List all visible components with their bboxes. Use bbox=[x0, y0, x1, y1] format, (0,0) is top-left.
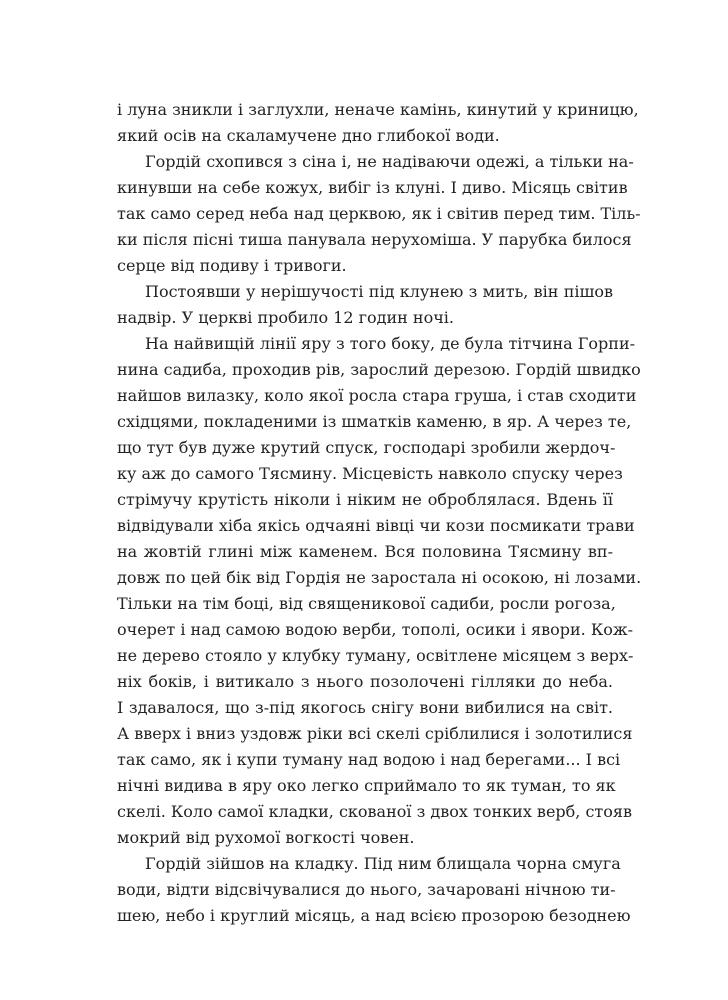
text-line: і луна зникли і заглухли, неначе камінь, кинутий у криницю, bbox=[117, 100, 639, 119]
text-line: так само, як і купи туману над водою і над берегами... І всі bbox=[117, 750, 621, 769]
text-line: Постоявши у нерішучості під клунею з мить, він пішов bbox=[145, 282, 613, 301]
text-line: мокрий від рухомої вогкості човен. bbox=[117, 828, 415, 847]
text-line: на жовтій глині між каменем. Вся половина Тясмину вп- bbox=[117, 542, 613, 561]
text-line: шею, небо і круглий місяць, а над всією прозорою безоднею bbox=[117, 906, 631, 925]
text-line: ку аж до самого Тясмину. Місцевість навколо спуску через bbox=[117, 464, 623, 483]
text-line: На найвищій лінії яру з того боку, де була тітчина Горпи- bbox=[145, 334, 636, 353]
text-line: найшов вилазку, коло якої росла стара груша, і став сходити bbox=[117, 386, 637, 405]
text-line: Гордій зійшов на кладку. Під ним блищала чорна смуга bbox=[145, 854, 621, 873]
text-line: довж по цей бік від Гордія не заростала ні осокою, ні лозами. bbox=[117, 568, 642, 587]
text-line: І здавалося, що з-під якогось снігу вони вибилися на світ. bbox=[117, 698, 613, 717]
text-line: що тут був дуже крутий спуск, господарі зробили жердоч- bbox=[117, 438, 616, 457]
text-line: скелі. Коло самої кладки, скованої з двох тонких верб, стояв bbox=[117, 802, 632, 821]
text-line: стрімучу крутість ніколи і ніким не оброблялася. Вдень її bbox=[117, 490, 613, 509]
text-line: ніх боків, і витикало з нього позолочені гілляки до неба. bbox=[117, 672, 613, 691]
text-line: А вверх і вниз уздовж ріки всі скелі сріблилися і золотилися bbox=[117, 724, 633, 743]
text-line: відвідували хіба якісь одчаяні вівці чи кози посмикати трави bbox=[117, 516, 635, 535]
text-line: очерет і над самою водою верби, тополі, осики і явори. Кож- bbox=[117, 620, 633, 639]
text-line: нина садиба, проходив рів, зарослий дерезою. Гордій швидко bbox=[117, 360, 641, 379]
text-line: який осів на скаламучене дно глибокої води. bbox=[117, 126, 500, 145]
text-line: Тільки на тім боці, від священикової садиби, росли рогоза, bbox=[117, 594, 616, 613]
text-line: ки після пісні тиша панувала нерухоміша. У парубка билося bbox=[117, 230, 632, 249]
text-line: серце від подиву і тривоги. bbox=[117, 256, 347, 275]
text-line: не дерево стояло у клубку туману, освітлене місяцем з верх- bbox=[117, 646, 634, 665]
text-line: Гордій схопився з сіна і, не надіваючи одежі, а тільки на- bbox=[145, 152, 634, 171]
text-line: так само серед неба над церквою, як і світив перед тим. Тіль- bbox=[117, 204, 641, 223]
text-line: надвір. У церкві пробило 12 годин ночі. bbox=[117, 308, 454, 327]
text-line: східцями, покладеними із шматків каменю, в яр. А через те, bbox=[117, 412, 632, 431]
text-line: води, відти відсвічувалися до нього, зачаровані нічною ти- bbox=[117, 880, 616, 899]
text-line: кинувши на себе кожух, вибіг із клуні. І диво. Місяць світив bbox=[117, 178, 628, 197]
text-line: нічні видива в яру око легко сприймало то як туман, то як bbox=[117, 776, 616, 795]
